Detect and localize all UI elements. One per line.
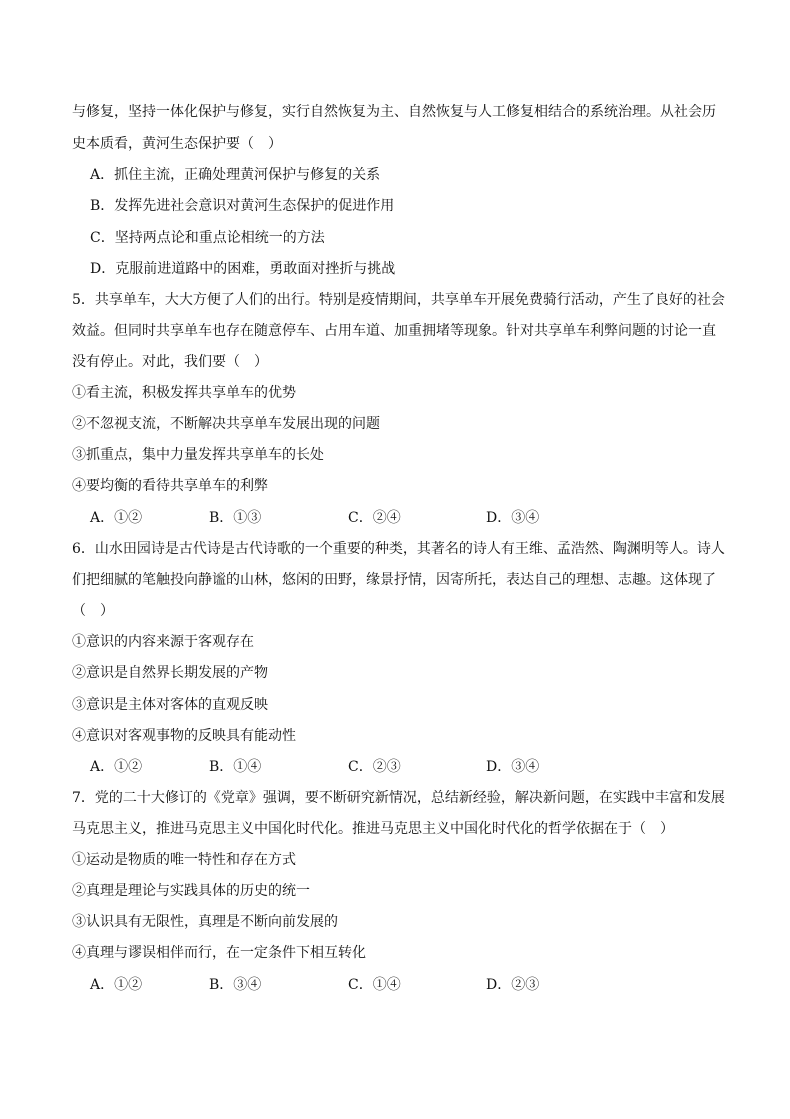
q7-stem-line-2: 马克思主义，推进马克思主义中国化时代化。推进马克思主义中国化时代化的哲学依据在于（ ） bbox=[72, 821, 674, 837]
q5-item-4: ④要均衡的看待共享单车的利弊 bbox=[72, 478, 268, 494]
q4-stem-line-1: 与修复，坚持一体化保护与修复，实行自然恢复为主、自然恢复与人工修复相结合的系统治理。从社会历 bbox=[72, 104, 716, 120]
q4-option-a: A．抓住主流，正确处理黄河保护与修复的关系 bbox=[90, 167, 381, 183]
q6-answer-b: B．①④ bbox=[209, 759, 262, 775]
q5-stem-line-2: 效益。但同时共享单车也存在随意停车、占用车道、加重拥堵等现象。针对共享单车利弊问题的讨论一直 bbox=[72, 323, 716, 339]
q4-option-c: C．坚持两点论和重点论相统一的方法 bbox=[90, 230, 325, 246]
q5-answer-b: B．①③ bbox=[209, 510, 262, 526]
q4-option-d: D．克服前进道路中的困难，勇敢面对挫折与挑战 bbox=[90, 261, 396, 277]
q6-answer-a: A．①② bbox=[90, 759, 143, 775]
q7-item-3: ③认识具有无限性，真理是不断向前发展的 bbox=[72, 914, 338, 930]
q6-item-1: ①意识的内容来源于客观存在 bbox=[72, 634, 254, 650]
q7-item-2: ②真理是理论与实践具体的历史的统一 bbox=[72, 883, 310, 899]
q5-answer-c: C．②④ bbox=[348, 510, 401, 526]
q5-item-2: ②不忽视支流，不断解决共享单车发展出现的问题 bbox=[72, 416, 380, 432]
q4-stem-line-2: 史本质看，黄河生态保护要（ ） bbox=[72, 136, 282, 152]
q5-answer-d: D．③④ bbox=[486, 510, 540, 526]
q6-stem-line-1: 6．山水田园诗是古代诗是古代诗歌的一个重要的种类，其著名的诗人有王维、孟浩然、陶渊明等人。诗人 bbox=[72, 541, 725, 557]
q6-item-4: ④意识对客观事物的反映具有能动性 bbox=[72, 728, 296, 744]
q5-stem-line-1: 5．共享单车，大大方便了人们的出行。特别是疫情期间，共享单车开展免费骑行活动，产生了良好的社会 bbox=[72, 292, 725, 308]
q5-stem-line-3: 没有停止。对此，我们要（ ） bbox=[72, 354, 268, 370]
q6-answer-d: D．③④ bbox=[486, 759, 540, 775]
q7-answer-b: B．③④ bbox=[209, 977, 262, 993]
q7-stem-line-1: 7．党的二十大修订的《党章》强调，要不断研究新情况，总结新经验，解决新问题，在实践中丰富和发展 bbox=[72, 790, 725, 806]
q7-answer-c: C．①④ bbox=[348, 977, 401, 993]
q6-stem-line-3: （ ） bbox=[72, 603, 114, 619]
q7-item-4: ④真理与谬误相伴而行，在一定条件下相互转化 bbox=[72, 945, 366, 961]
q6-item-2: ②意识是自然界长期发展的产物 bbox=[72, 665, 268, 681]
q5-answer-a: A．①② bbox=[90, 510, 143, 526]
q6-answer-c: C．②③ bbox=[348, 759, 401, 775]
q5-item-3: ③抓重点，集中力量发挥共享单车的长处 bbox=[72, 447, 324, 463]
q4-option-b: B．发挥先进社会意识对黄河生态保护的促进作用 bbox=[90, 198, 395, 214]
q6-item-3: ③意识是主体对客体的直观反映 bbox=[72, 697, 268, 713]
q6-stem-line-2: 们把细腻的笔触投向静谧的山林，悠闲的田野，缘景抒情，因寄所托，表达自己的理想、志趣。这体现了 bbox=[72, 572, 716, 588]
q7-answer-a: A．①② bbox=[90, 977, 143, 993]
q5-item-1: ①看主流，积极发挥共享单车的优势 bbox=[72, 385, 296, 401]
q7-answer-d: D．②③ bbox=[486, 977, 540, 993]
q7-item-1: ①运动是物质的唯一特性和存在方式 bbox=[72, 852, 296, 868]
